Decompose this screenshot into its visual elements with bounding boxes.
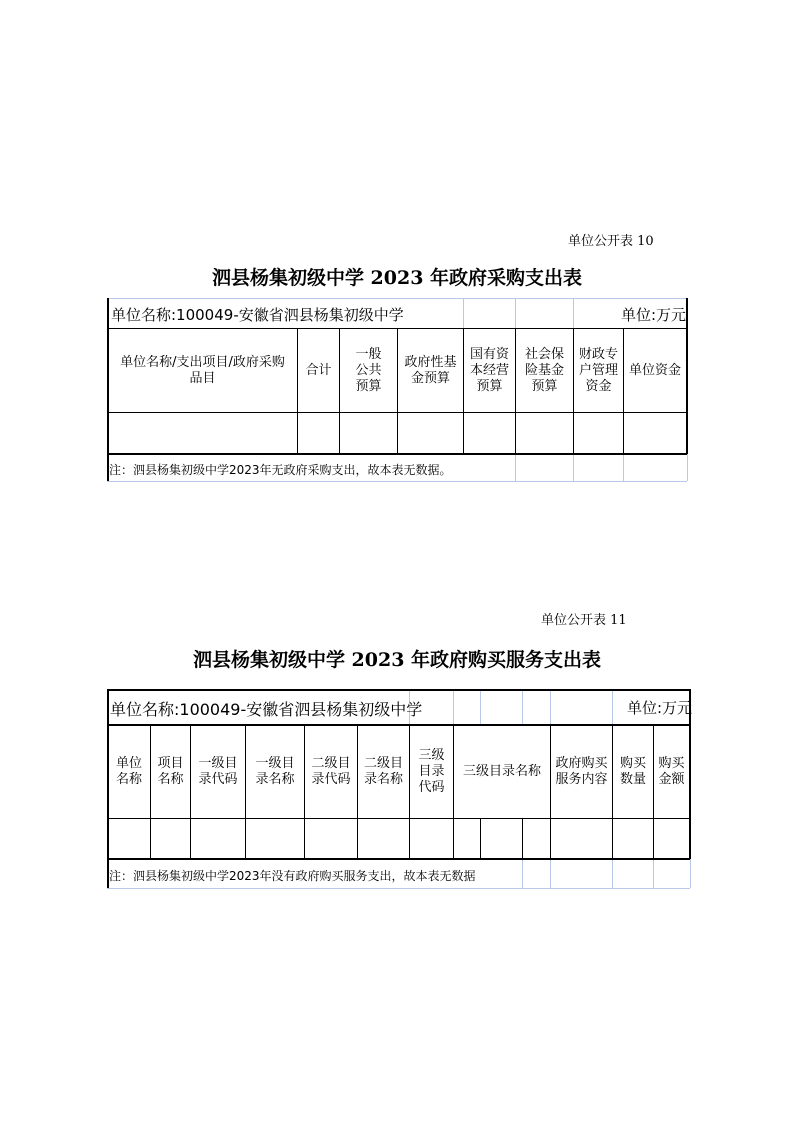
table10-header-state-capital: 国有资本经营预算 xyxy=(469,346,509,394)
table11-title: 泗县杨集初级中学 2023 年政府购买服务支出表 xyxy=(192,649,602,671)
table10-unit-name: 单位名称:100049-安徽省泗县杨集初级中学 xyxy=(111,306,404,324)
table11-header-l2-name: 二级目录名称 xyxy=(364,755,404,787)
table10-header-item: 单位名称/支出项目/政府采购品目 xyxy=(120,354,285,386)
table11-header-unit-name: 单位名称 xyxy=(115,755,142,787)
table11-header-project-name: 项目名称 xyxy=(157,755,184,787)
table10-header-general-budget: 一般公共预算 xyxy=(355,346,382,394)
table11-unit: 单位:万元 xyxy=(627,699,693,717)
table10-note: 注：泗县杨集初级中学2023年无政府采购支出，故本表无数据。 xyxy=(109,463,452,477)
table11-unit-name: 单位名称:100049-安徽省泗县杨集初级中学 xyxy=(110,700,423,719)
table10-header-total: 合计 xyxy=(305,362,332,378)
table11-note: 注：泗县杨集初级中学2023年没有政府购买服务支出，故本表无数据 xyxy=(109,869,476,883)
table10-tag: 单位公开表 10 xyxy=(568,234,654,249)
table11-tag: 单位公开表 11 xyxy=(541,613,627,628)
table11-header-l2-code: 二级目录代码 xyxy=(311,755,351,787)
table11-header-service-content: 政府购买服务内容 xyxy=(555,755,608,787)
table10-header-special-account: 财政专户管理资金 xyxy=(578,346,618,394)
table10-header-fund-budget: 政府性基金预算 xyxy=(404,354,457,386)
table10-unit: 单位:万元 xyxy=(621,306,687,324)
table11-header-amount: 购买金额 xyxy=(658,755,685,787)
table10-header-social-insurance: 社会保险基金预算 xyxy=(524,346,564,394)
table10-title: 泗县杨集初级中学 2023 年政府采购支出表 xyxy=(211,267,583,289)
table11-header-quantity: 购买数量 xyxy=(619,755,646,787)
table11-header-l1-code: 一级目录代码 xyxy=(198,755,238,787)
table10-header-unit-funds: 单位资金 xyxy=(628,362,681,378)
table11-header-l3-name: 三级目录名称 xyxy=(462,763,541,779)
table11-header-l3-code: 三级目录代码 xyxy=(418,747,445,795)
table11-header-l1-name: 一级目录名称 xyxy=(255,755,295,787)
